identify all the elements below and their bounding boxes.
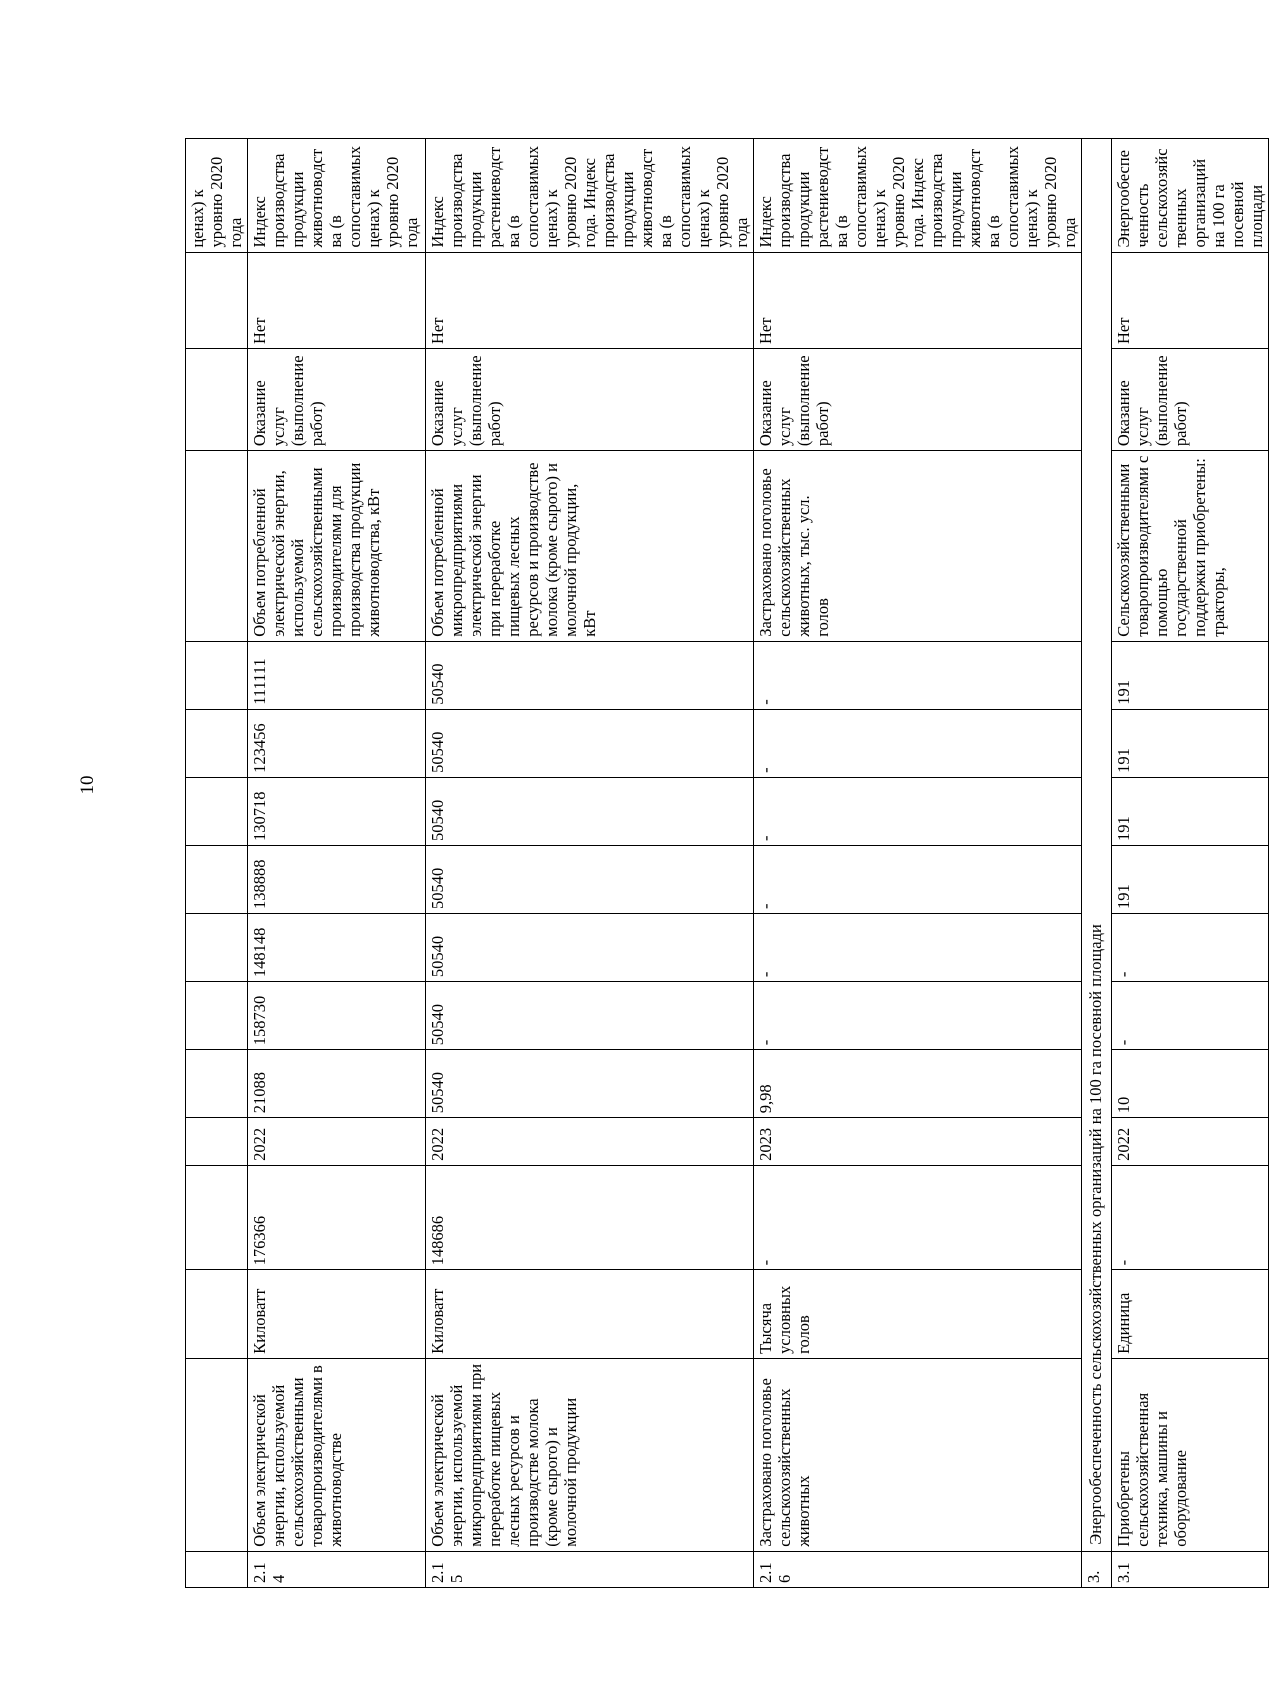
cell-value: 191 — [1112, 777, 1269, 845]
table-row — [754, 139, 1082, 1588]
cell-year: 2022 — [1112, 1118, 1269, 1166]
cell-value: 50540 — [426, 777, 754, 845]
cell-value: 50540 — [426, 845, 754, 913]
cell-value: 111111 — [248, 641, 426, 709]
table-row — [248, 139, 426, 1588]
cell-num: 2.16 — [754, 1551, 1082, 1587]
cell-value: 123456 — [248, 709, 426, 777]
cell-unit: Киловатт — [426, 1270, 754, 1359]
cell-year: 2022 — [426, 1118, 754, 1166]
cell-year: 2022 — [248, 1118, 426, 1166]
cell-result: Объем электрической энергии, используемой микропредприятиями при переработке пищевых лесных ресурсов и производстве молока (кроме сырого) и молочной продукции — [426, 1358, 754, 1551]
table-row — [1112, 139, 1269, 1588]
cell-result: Приобретены сельскохозяйственная техника, машины и оборудование — [1112, 1358, 1269, 1551]
cell-year: 2023 — [754, 1118, 1082, 1166]
cell-value: 191 — [1112, 845, 1269, 913]
cell-characteristic: Объем потребленной микропредприятиями электрической энергии при переработке пищевых лесных ресурсов и производстве молока (кроме сырого) и молочной продукции, кВт — [426, 451, 754, 642]
cell-unit: Киловатт — [248, 1270, 426, 1359]
cell-value: - — [754, 845, 1082, 913]
cell-value: - — [1112, 914, 1269, 982]
cell-base: - — [754, 1165, 1082, 1269]
cell-link: Энергообеспеченность сельскохозяйственных организаций на 100 га посевной площади — [1112, 139, 1269, 253]
page-number: 10 — [77, 775, 98, 795]
cell-value: 138888 — [248, 845, 426, 913]
cell-unit: Тысяча условных голов — [754, 1270, 1082, 1359]
cell-value: 191 — [1112, 641, 1269, 709]
cell-value: 50540 — [426, 914, 754, 982]
cell-value: 158730 — [248, 982, 426, 1050]
cell-link: Индекс производства продукции растениеводства (в сопоставимых ценах) к уровню 2020 года. Индекс производства продукции животноводства (в сопоставимых ценах) к уровню 2020 года — [426, 139, 754, 253]
results-table — [185, 138, 1269, 1588]
cell-value: 148148 — [248, 914, 426, 982]
cell-value: 50540 — [426, 709, 754, 777]
cell-value: - — [754, 641, 1082, 709]
cell-value: - — [754, 982, 1082, 1050]
cell-value: - — [754, 777, 1082, 845]
cell-value: 50540 — [426, 982, 754, 1050]
cell-value: 50540 — [426, 641, 754, 709]
cell-type: Оказание услуг (выполнение работ) — [248, 348, 426, 450]
rotated-table-wrapper — [185, 138, 1266, 1588]
cell-value: 130718 — [248, 777, 426, 845]
cell-type: Оказание услуг (выполнение работ) — [1112, 348, 1269, 450]
cell-value: 50540 — [426, 1050, 754, 1118]
cell-unit: Единица — [1112, 1270, 1269, 1359]
cell-periodic: Нет — [754, 252, 1082, 348]
cell-value: 10 — [1112, 1050, 1269, 1118]
section-row — [1082, 139, 1112, 1588]
cell-value: 191 — [1112, 709, 1269, 777]
cell-value: 9,98 — [754, 1050, 1082, 1118]
cell-link: Индекс производства продукции животноводства (в сопоставимых ценах) к уровню 2020 года — [248, 139, 426, 253]
table-row — [426, 139, 754, 1588]
cell-base: - — [1112, 1165, 1269, 1269]
cell-base: 176366 — [248, 1165, 426, 1269]
cell-value: - — [1112, 982, 1269, 1050]
cell-type: Оказание услуг (выполнение работ) — [754, 348, 1082, 450]
cell-num: 3.1 — [1112, 1551, 1269, 1587]
section-title: Энергообеспеченность сельскохозяйственных организаций на 100 га посевной площади — [1082, 139, 1112, 1552]
section-num: 3. — [1082, 1551, 1112, 1587]
cell-characteristic: Объем потребленной электрической энергии, используемой сельскохозяйственными производителями для производства продукции животноводства, кВт — [248, 451, 426, 642]
cell-link: Индекс производства продукции растениеводства (в сопоставимых ценах) к уровню 2020 года. Индекс производства продукции животноводства (в сопоставимых ценах) к уровню 2020 года — [754, 139, 1082, 253]
cell-num: 2.14 — [248, 1551, 426, 1587]
cell-base: 148686 — [426, 1165, 754, 1269]
cell-result: Застраховано поголовье сельскохозяйственных животных — [754, 1358, 1082, 1551]
cell-type: Оказание услуг (выполнение работ) — [426, 348, 754, 450]
cell-characteristic: Застраховано поголовье сельскохозяйственных животных, тыс. усл. голов — [754, 451, 1082, 642]
cell-periodic: Нет — [426, 252, 754, 348]
cell-num: 2.15 — [426, 1551, 754, 1587]
cell-link: ценах) к уровню 2020 года — [186, 139, 248, 253]
cell-result: Объем электрической энергии, используемой сельскохозяйственными товаропроизводителями в животноводстве — [248, 1358, 426, 1551]
cell-value: - — [754, 709, 1082, 777]
cell-periodic: Нет — [248, 252, 426, 348]
cell-characteristic: Сельскохозяйственными товаропроизводителями с помощью государственной поддержки приобретены: тракторы, — [1112, 451, 1269, 642]
table-row — [186, 139, 248, 1588]
cell-value: 21088 — [248, 1050, 426, 1118]
cell-value: - — [754, 914, 1082, 982]
cell-periodic: Нет — [1112, 252, 1269, 348]
